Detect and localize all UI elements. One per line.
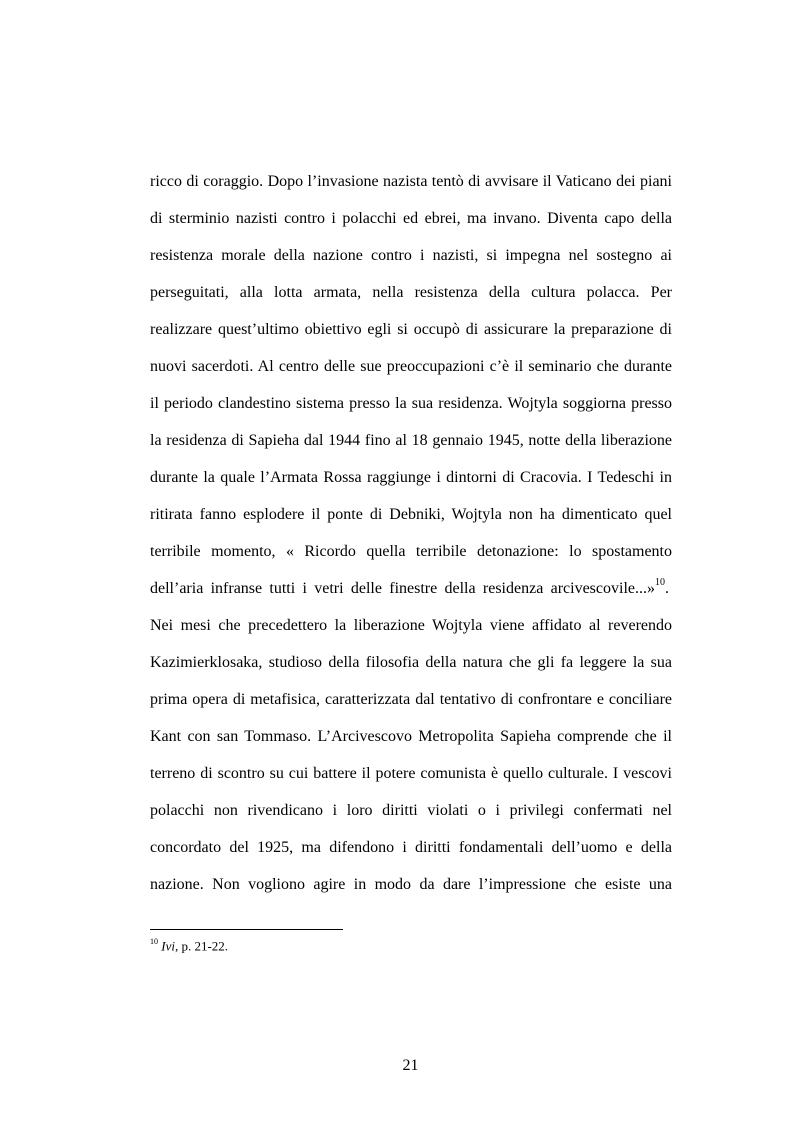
body-line-9: durante la quale l’Armata Rossa raggiunge i dintorni di Cracovia. I Tedeschi in xyxy=(150,469,672,486)
body-line-13: Nei mesi che precedettero la liberazione Wojtyla viene affidato al reverendo xyxy=(150,617,672,634)
footnote-separator xyxy=(150,929,343,930)
body-line-18: polacchi non rivendicano i loro diritti violati o i privilegi confermati nel xyxy=(150,802,672,819)
body-line-6: nuovi sacerdoti. Al centro delle sue preoccupazioni c’è il seminario che durante xyxy=(150,358,672,375)
body-line-12 xyxy=(150,577,672,601)
body-line-12-text: dell’aria infranse tutti i vetri delle finestre della residenza arcivescovile...» xyxy=(150,580,655,597)
body-line-8: la residenza di Sapieha dal 1944 fino al 18 gennaio 1945, notte della liberazione xyxy=(150,432,672,449)
page-number: 21 xyxy=(402,1057,419,1074)
body-line-17: terreno di scontro su cui battere il potere comunista è quello culturale. I vescovi xyxy=(150,765,672,782)
footnote-number: 10 xyxy=(150,937,158,946)
footnote-pages: p. 21-22. xyxy=(178,938,229,954)
footnote-source: Ivi, xyxy=(161,938,179,954)
body-line-4: perseguitati, alla lotta armata, nella resistenza della cultura polacca. Per xyxy=(150,284,672,301)
body-line-14: Kazimierklosaka, studioso della filosofia della natura che gli fa leggere la sua xyxy=(150,654,672,671)
body-line-19: concordato del 1925, ma difendono i diritti fondamentali dell’uomo e della xyxy=(150,839,672,856)
body-line-10: ritirata fanno esplodere il ponte di Debniki, Wojtyla non ha dimenticato quel xyxy=(150,506,672,523)
body-line-11: terribile momento, « Ricordo quella terribile detonazione: lo spostamento xyxy=(150,543,672,560)
body-line-3: resistenza morale della nazione contro i nazisti, si impegna nel sostegno ai xyxy=(150,247,672,264)
footnote-reference-period: . xyxy=(665,580,669,597)
body-line-16: Kant con san Tommaso. L’Arcivescovo Metropolita Sapieha comprende che il xyxy=(150,728,672,745)
body-line-2: di sterminio nazisti contro i polacchi ed ebrei, ma invano. Diventa capo della xyxy=(150,210,672,227)
body-line-5: realizzare quest’ultimo obiettivo egli si occupò di assicurare la preparazione di xyxy=(150,321,672,338)
body-line-15: prima opera di metafisica, caratterizzata dal tentativo di confrontare e conciliare xyxy=(150,691,672,708)
body-line-1: ricco di coraggio. Dopo l’invasione nazista tentò di avvisare il Vaticano dei piani xyxy=(150,173,672,190)
footnote xyxy=(150,934,672,955)
footnote-reference[interactable]: 10 xyxy=(655,576,665,588)
body-line-20: nazione. Non vogliono agire in modo da dare l’impressione che esiste una xyxy=(150,876,672,893)
body-line-7: il periodo clandestino sistema presso la sua residenza. Wojtyla soggiorna presso xyxy=(150,395,672,412)
